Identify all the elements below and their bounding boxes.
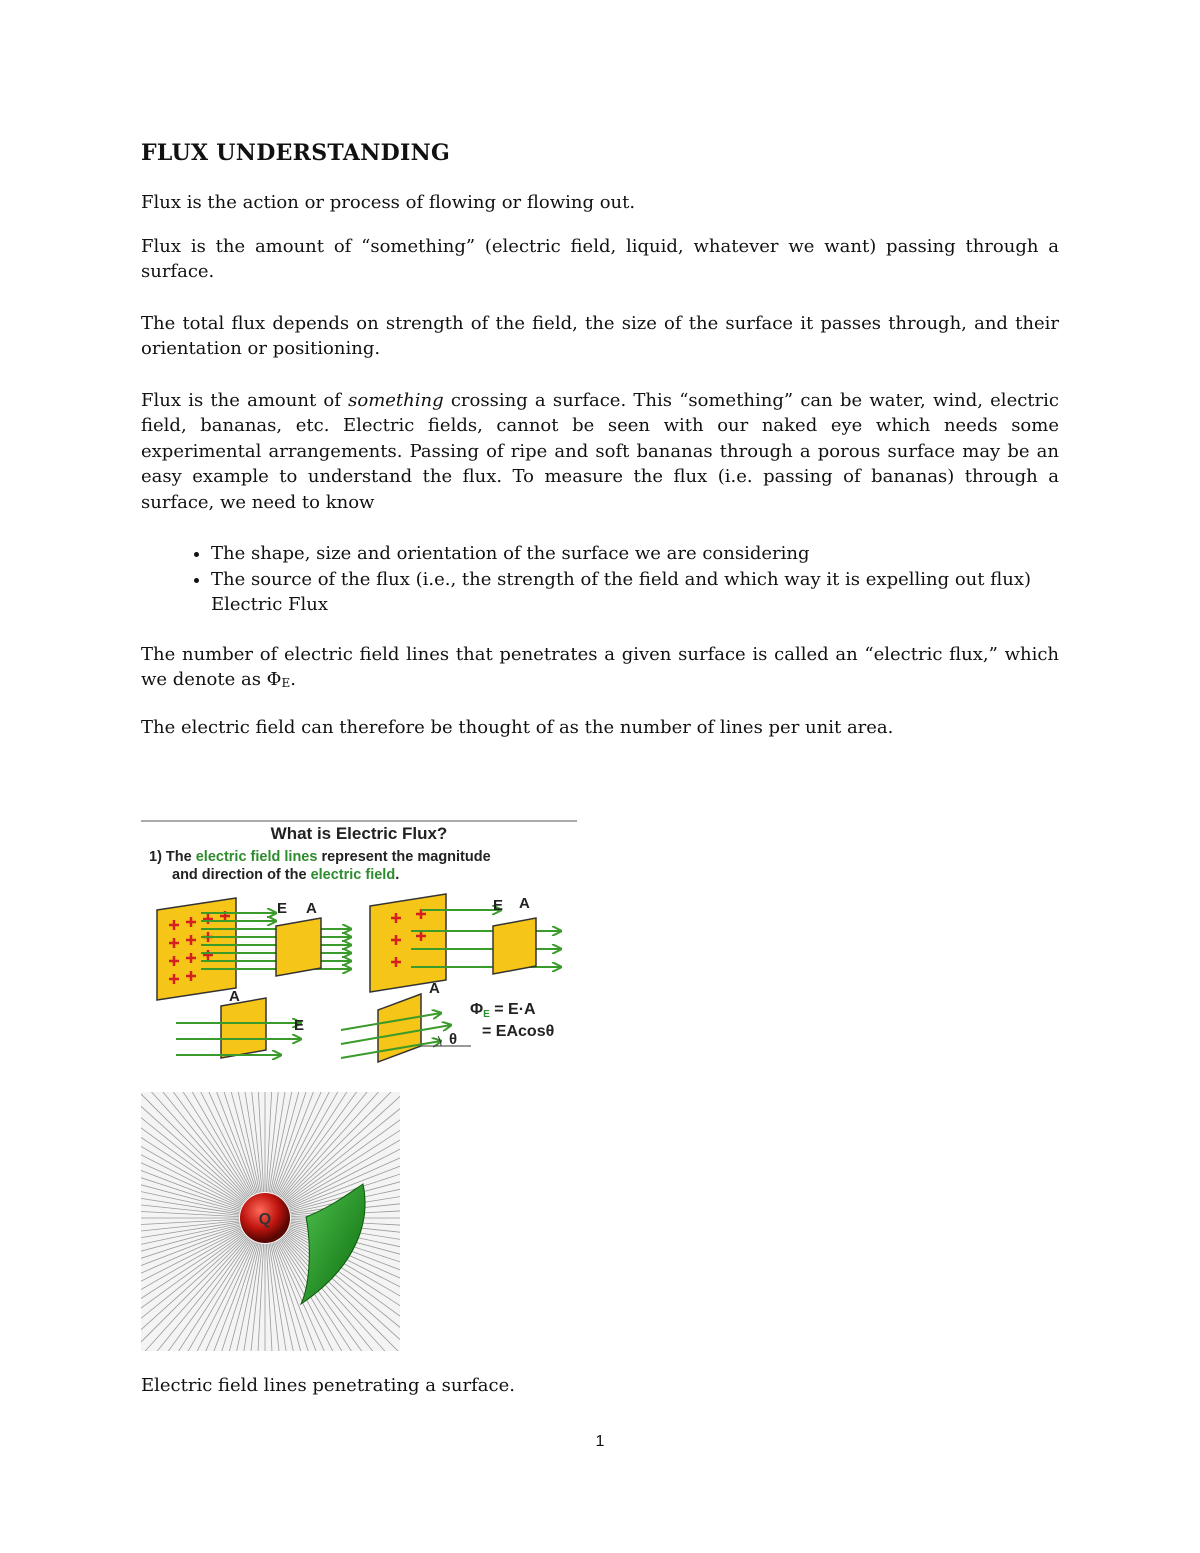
surface-A	[276, 918, 321, 976]
panel-weak-field	[370, 894, 561, 992]
subscript: E	[281, 676, 291, 690]
page-number: 1	[595, 1433, 605, 1450]
electric-flux-heading: Electric Flux	[211, 594, 329, 615]
paragraph-flux-definition: Flux is the action or process of flowing or flowing out.	[141, 192, 636, 213]
label-E: E	[277, 900, 288, 917]
fig-text-green: electric field lines	[195, 849, 318, 865]
surface-A	[221, 998, 266, 1058]
label-A: A	[429, 980, 440, 997]
bullet-list	[141, 541, 1059, 618]
text-run: crossing a surface. This “something” can be water, wind, electric field, bananas, etc. Electric fields, cannot be seen with our naked eye which needs some experimental arrangements. Passing of ripe and soft bananas through a porous surface may be an easy example to understand the flux. To measure the flux (i.e. passing of bananas) through a surface, we need to know	[141, 389, 1059, 513]
figure-title: What is Electric Flux?	[270, 824, 448, 843]
paragraph-lines-per-area: The electric field can therefore be thought of as the number of lines per unit area.	[141, 716, 894, 738]
label-E: E	[493, 897, 504, 914]
label-A: A	[519, 895, 530, 912]
surface-A	[378, 994, 421, 1062]
point-charge-diagram	[141, 1092, 400, 1351]
list-item	[211, 567, 1059, 618]
fig-text-run: and direction of the	[172, 867, 311, 883]
figure-caption: Electric field lines penetrating a surface.	[141, 1375, 515, 1396]
flux-formula	[470, 1001, 554, 1040]
paragraph-flux-something	[141, 388, 1059, 516]
formula-rhs: = E·A	[489, 1001, 536, 1018]
text-run: The number of electric field lines that penetrates a given surface is called an “electric flux,” which we denote as Φ	[141, 643, 1059, 690]
fig-text-green: electric field	[310, 867, 396, 883]
text-run: Flux is the amount of	[141, 389, 349, 411]
label-theta: θ	[449, 1031, 458, 1048]
electric-flux-diagram	[141, 818, 577, 1073]
label-A: A	[306, 900, 317, 917]
fig-text-run: 1) The	[149, 849, 196, 865]
surface-A	[493, 918, 536, 974]
emphasis: something	[348, 389, 444, 411]
figure-line-1	[149, 849, 491, 865]
paragraph-flux-amount: Flux is the amount of “something” (electric field, liquid, whatever we want) passing through a surface.	[141, 235, 1059, 282]
panel-tilted	[341, 980, 471, 1062]
paragraph-electric-flux	[141, 642, 1059, 697]
fig-text-run: .	[395, 867, 400, 883]
label-E: E	[294, 1017, 305, 1034]
document-page	[141, 140, 1059, 766]
figure-line-2	[172, 867, 399, 883]
charged-plate	[370, 894, 446, 992]
svg-text:ΦE = E·A	[470, 1001, 536, 1020]
paragraph-total-flux: The total flux depends on strength of the field, the size of the surface it passes through, and their orientation or positioning.	[141, 312, 1059, 359]
panel-strong-field	[157, 898, 351, 1000]
charge-label: Q	[258, 1211, 272, 1228]
text-run: .	[290, 669, 296, 690]
phi-subscript: E	[483, 1009, 490, 1020]
phi-symbol: Φ	[470, 1001, 484, 1018]
page-title: FLUX UNDERSTANDING	[141, 140, 451, 166]
panel-perpendicular	[176, 988, 304, 1058]
label-A: A	[229, 988, 240, 1005]
fig-text-run: represent the magnitude	[317, 849, 491, 865]
list-item: • The shape, size and orientation of the surface we are considering	[211, 541, 1059, 567]
list-item-text: The source of the flux (i.e., the strength of the field and which way it is expelling out flux)	[211, 568, 1032, 590]
formula-line-2: = EAcosθ	[482, 1023, 555, 1040]
